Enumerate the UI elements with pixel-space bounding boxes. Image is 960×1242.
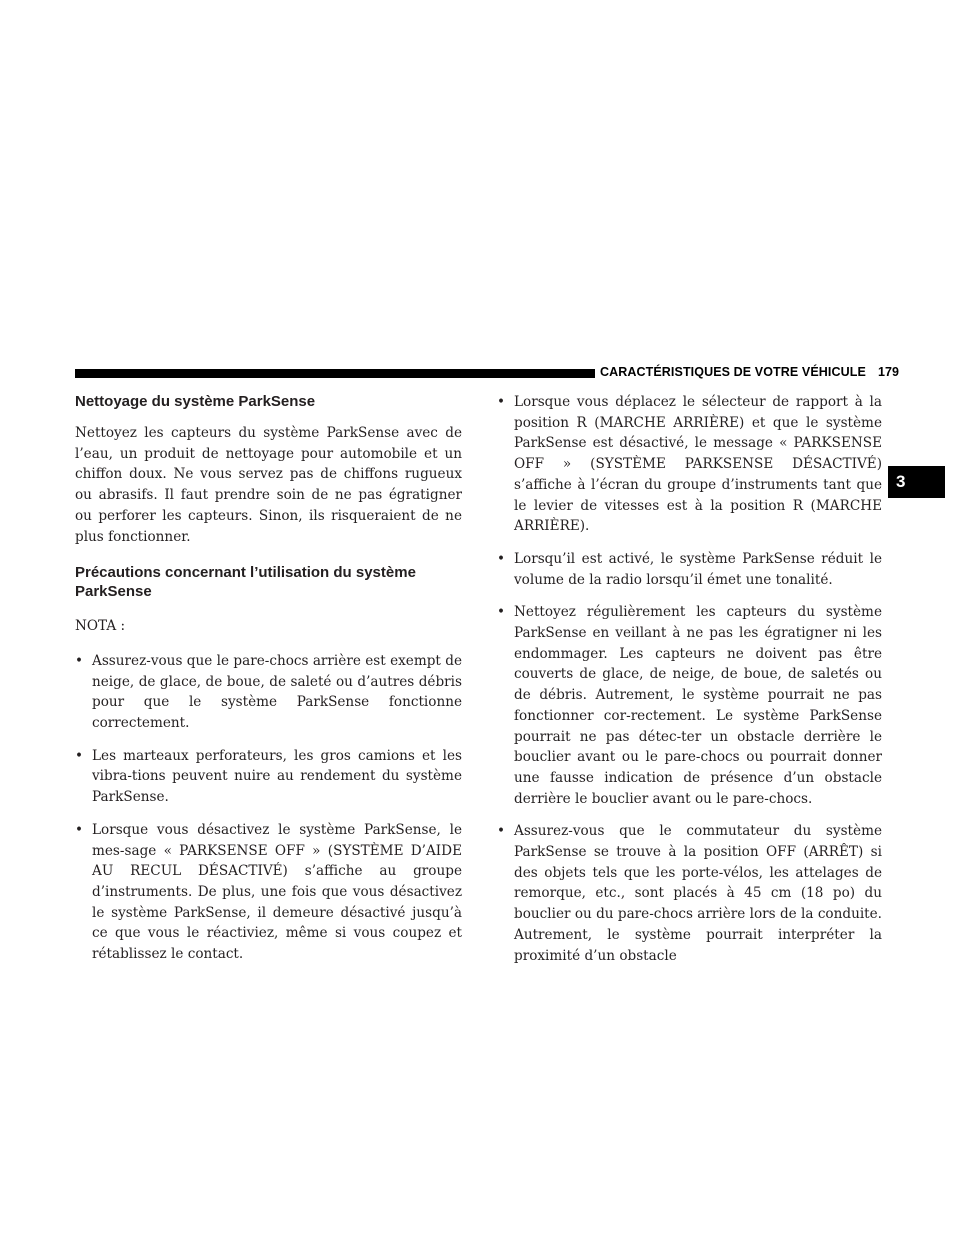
list-item-text: Nettoyez régulièrement les capteurs du système ParkSense en veillant à ne pas les égratigner ni les endommager. Les capteurs ne doivent pas être couverts de glace, de neige, de boue, de saletés ou de débris. Autrement, le système pourrait ne pas fonctionner cor-rectement. Le système ParkSense pourrait ne pas détec-ter un obstacle derrière le bouclier avant ou le pare-chocs ou pourrait donner une fausse indication de présence d’un obstacle derrière le bouclier avant ou le pare-chocs.: [514, 604, 882, 807]
bullet-icon: •: [497, 823, 506, 840]
heading-precautions: Précautions concernant l’utilisation du système ParkSense: [75, 564, 416, 601]
bullet-icon: •: [497, 550, 506, 567]
list-item: [75, 651, 462, 734]
left-column: [75, 392, 462, 977]
bullet-icon: •: [75, 747, 84, 764]
section-title: CARACTÉRISTIQUES DE VOTRE VÉHICULE: [600, 365, 866, 379]
list-item: [497, 549, 882, 590]
list-item: [75, 746, 462, 808]
precautions-list-continued: [497, 392, 882, 966]
list-item-text: Assurez-vous que le pare-chocs arrière est exempt de neige, de glace, de boue, de saleté ou d’autres débris pour que le système ParkSense fonctionne correctement.: [92, 652, 462, 732]
cleaning-paragraph: Nettoyez les capteurs du système ParkSense avec de l’eau, un produit de nettoyage pour automobile et un chiffon doux. Ne vous servez pas de chiffons rugueux ou abrasifs. Il faut prendre soin de ne pas égratigner ou perforer les capteurs. Sinon, ils risqueraient de ne plus fonctionner.: [75, 425, 462, 545]
bullet-icon: •: [75, 821, 84, 838]
running-header: [600, 365, 899, 379]
header-rule: [75, 369, 595, 378]
list-item: [497, 602, 882, 809]
list-item-text: Lorsque vous déplacez le sélecteur de rapport à la position R (MARCHE ARRIÈRE) et que le système ParkSense est désactivé, le message « PARKSENSE OFF » (SYSTÈME PARKSENSE DÉSACTIVÉ) s’affiche à l’écran du groupe d’instruments tant que le levier de vitesses est à la position R (MARCHE ARRIÈRE).: [514, 394, 882, 535]
list-item: [497, 821, 882, 966]
heading-cleaning: Nettoyage du système ParkSense: [75, 393, 316, 410]
right-column: [497, 392, 882, 978]
list-item-text: Assurez-vous que le commutateur du système ParkSense se trouve à la position OFF (ARRÊT) si des objets tels que les porte-vélos, les attelages de remorque, etc., sont placés à 45 cm (18 po) du bouclier ou du pare-chocs arrière lors de la conduite. Autrement, le système pourrait interpréter la proximité d’un obstacle: [514, 823, 882, 964]
list-item-text: Lorsque vous désactivez le système ParkSense, le mes-sage « PARKSENSE OFF » (SYSTÈME D’AIDE AU RECUL DÉSACTIVÉ) s’affiche au groupe d’instruments. De plus, une fois que vous désactivez le système ParkSense, il demeure désactivé jusqu’à ce que vous le réactiviez, même si vous coupez et rétablissez le contact.: [92, 821, 462, 963]
list-item: [75, 820, 462, 965]
list-item: [497, 392, 882, 537]
page-number: 179: [877, 365, 900, 379]
bullet-icon: •: [497, 604, 506, 621]
chapter-tab: 3: [888, 466, 945, 498]
list-item-text: Les marteaux perforateurs, les gros camions et les vibra-tions peuvent nuire au rendement du système ParkSense.: [92, 747, 462, 806]
precautions-list: [75, 651, 462, 965]
note-label: NOTA :: [75, 618, 126, 635]
bullet-icon: •: [75, 652, 84, 669]
list-item-text: Lorsqu’il est activé, le système ParkSense réduit le volume de la radio lorsqu’il émet une tonalité.: [514, 550, 882, 588]
bullet-icon: •: [497, 394, 506, 410]
